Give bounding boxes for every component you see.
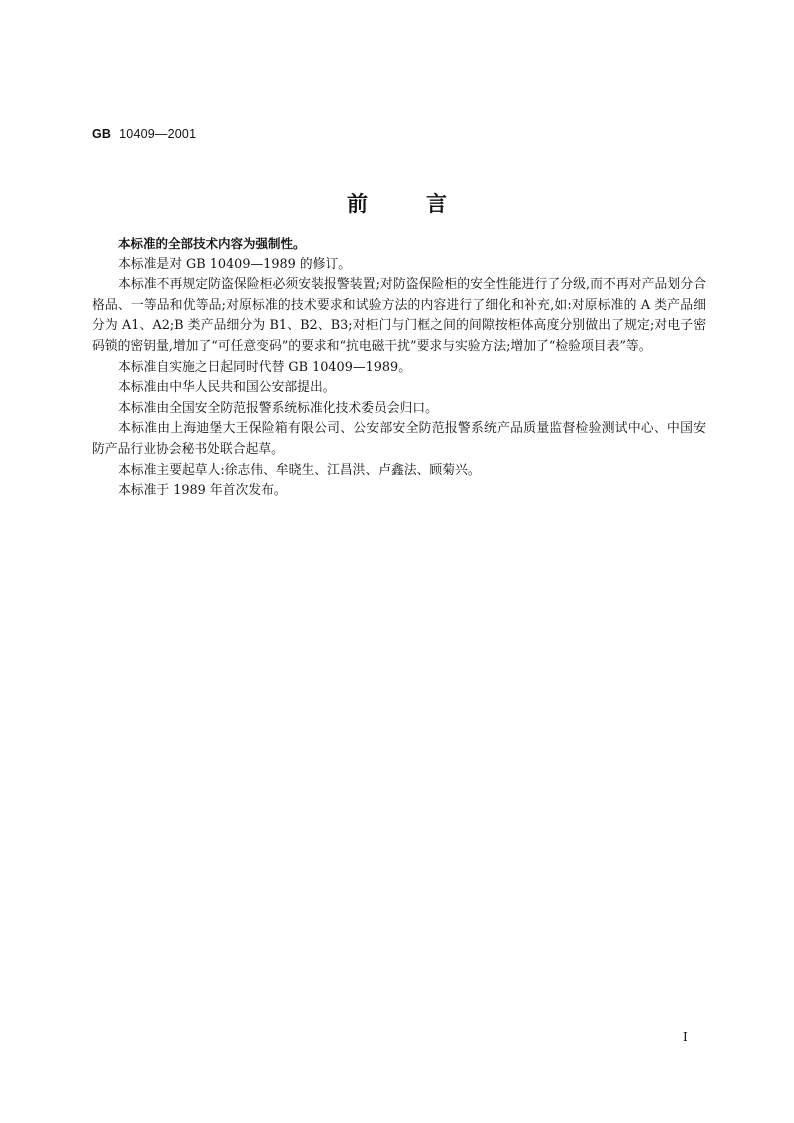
- page-number: I: [683, 1030, 688, 1044]
- paragraph-first-published: 本标准于 1989 年首次发布。: [118, 483, 287, 499]
- standard-prefix: GB: [92, 127, 112, 141]
- paragraph-proposed-by: 本标准由中华人民共和国公安部提出。: [118, 380, 336, 396]
- standard-number: 10409—2001: [119, 127, 197, 141]
- foreword-body: [92, 234, 706, 502]
- paragraph-centralized-by: 本标准由全国安全防范报警系统标准化技术委员会归口。: [118, 400, 438, 416]
- page-title: 前言: [347, 192, 505, 216]
- paragraph-revision: 本标准是对 GB 10409—1989 的修订。: [118, 256, 352, 272]
- paragraph-drafters: 本标准主要起草人:徐志伟、牟晓生、江昌洪、卢鑫法、顾菊兴。: [118, 462, 481, 478]
- paragraph-mandatory: 本标准的全部技术内容为强制性。: [118, 236, 306, 251]
- paragraph-replaces: 本标准自实施之日起同时代替 GB 10409—1989。: [118, 359, 411, 375]
- paragraph-drafted-by: 本标准由上海迪堡大王保险箱有限公司、公安部安全防范报警系统产品质量监督检验测试中心、中国安防产品行业协会秘书处联合起草。: [92, 421, 706, 457]
- paragraph-changes: 本标准不再规定防盗保险柜必须安装报警装置;对防盗保险柜的安全性能进行了分级,而不再对产品划分合格品、一等品和优等品;对原标准的技术要求和试验方法的内容进行了细化和补充,如:对原标准的 A 类产品细分为 A1、A2;B 类产品细分为 B1、B2、B3;对柜门与门框之间的间隙按柜体高度分别做出了规定;对电子密码锁的密钥量,增加了“可任意变码”的要求和“抗电磁干扰”要求与实验方法;增加了“检验项目表”等。: [92, 277, 706, 354]
- standard-code: [92, 127, 196, 141]
